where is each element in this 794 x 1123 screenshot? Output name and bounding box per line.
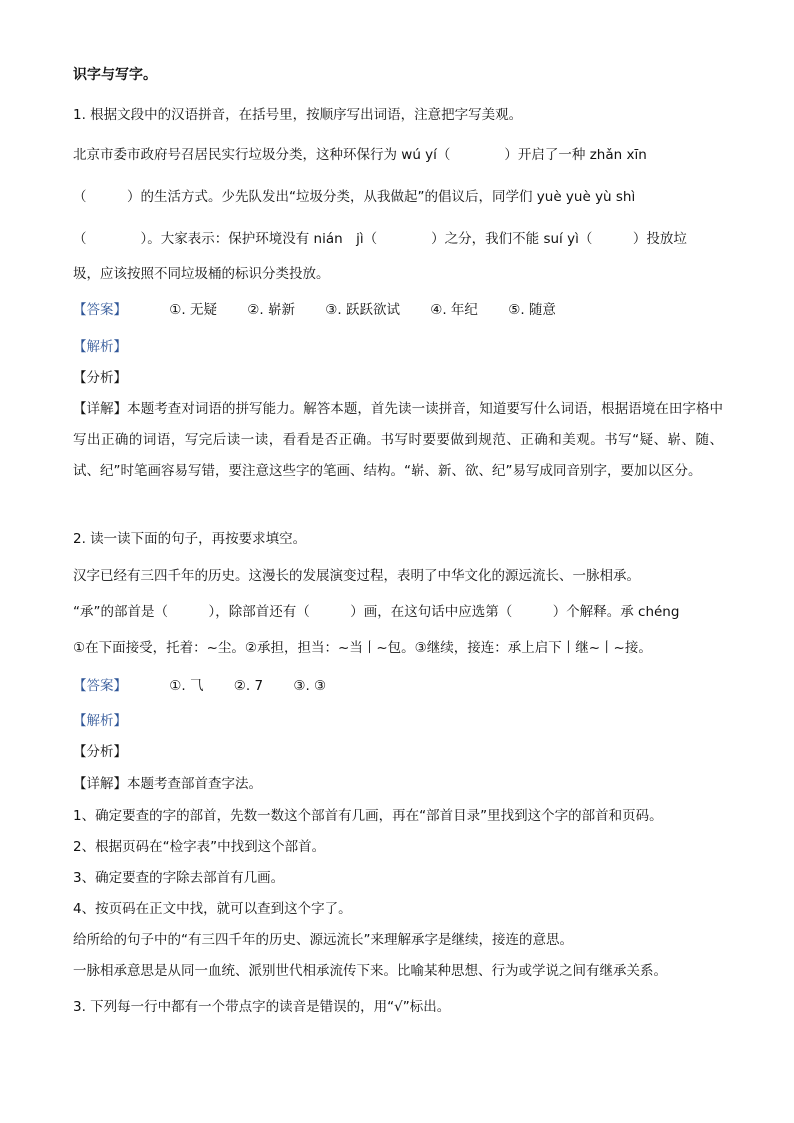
q1-passage-line-4: 圾，应该按照不同垃圾桶的标识分类投放。 — [73, 266, 330, 282]
answer-item: ①. ⺄ — [169, 678, 204, 694]
q2-sentence: 汉字已经有三四千年的历史。这漫长的发展演变过程，表明了中华文化的源远流长、一脉相承。 — [73, 568, 640, 584]
q2-step: 2、根据页码在“检字表”中找到这个部首。 — [73, 839, 326, 855]
q1-prompt: 1. 根据文段中的汉语拼音，在括号里，按顺序写出词语，注意把字写美观。 — [73, 107, 523, 123]
fenxi-tag: 【分析】 — [73, 370, 127, 386]
answer-item: ④. 年纪 — [430, 302, 478, 318]
q2-step: 4、按页码在正文中找，就可以查到这个字了。 — [73, 901, 352, 917]
answer-item: ①. 无疑 — [169, 302, 217, 318]
q2-explanation: 给所给的句子中的“有三四千年的历史、源远流长”来理解承字是继续，接连的意思。 — [73, 932, 573, 948]
q2-answer-row — [73, 676, 326, 696]
q1-answer-row — [73, 300, 556, 320]
section-title: 识字与写字。 — [73, 67, 157, 83]
answer-item: ③. 跃跃欲试 — [325, 302, 400, 318]
answer-item: ③. ③ — [293, 678, 327, 694]
q1-passage-line-1: 北京市委市政府号召居民实行垃圾分类，这种环保行为 wú yí（ ）开启了一种 zhǎn xīn — [73, 147, 647, 163]
answer-item: ⑤. 随意 — [508, 302, 556, 318]
q1-detail-paragraph: 【详解】本题考查对词语的拼写能力。解答本题，首先读一读拼音，知道要写什么词语，根据语境在田字格中写出正确的词语，写完后读一读，看看是否正确。书写时要要做到规范、正确和美观。书写“疑、崭、随、试、纪”时笔画容易写错，要注意这些字的笔画、结构。“崭、新、欲、纪”易写成同音别字，要加以区分。 — [73, 401, 723, 479]
q2-step: 1、确定要查的字的部首，先数一数这个部首有几画，再在“部首目录”里找到这个字的部首和页码。 — [73, 808, 663, 824]
q2-question-line-1: “承”的部首是（ ），除部首还有（ ）画，在这句话中应选第（ ）个解释。承 chéng — [73, 604, 680, 620]
answer-tag: 【答案】 — [73, 678, 127, 694]
analysis-tag: 【解析】 — [73, 713, 127, 729]
q2-explanation: 一脉相承意思是从同一血统、派别世代相承流传下来。比喻某种思想、行为或学说之间有继承关系。 — [73, 963, 667, 979]
q3-prompt: 3. 下列每一行中都有一个带点字的读音是错误的，用“√”标出。 — [73, 999, 451, 1015]
q2-prompt: 2. 读一读下面的句子，再按要求填空。 — [73, 531, 307, 547]
q2-detail-title: 【详解】本题考查部首查字法。 — [73, 776, 262, 792]
answer-item: ②. 崭新 — [247, 302, 295, 318]
q1-passage-line-2: （ ）的生活方式。少先队发出“垃圾分类，从我做起”的倡议后，同学们 yuè yuè yù shì — [73, 189, 636, 205]
answer-tag: 【答案】 — [73, 302, 127, 318]
answer-item: ②. 7 — [233, 678, 264, 694]
q1-passage-line-3: （ ）。大家表示：保护环境没有 nián jì（ ）之分，我们不能 suí yì（ ）投放垃 — [73, 231, 687, 247]
q2-question-line-2: ①在下面接受，托着：~尘。②承担，担当：~当丨~包。③继续，接连：承上启下丨继~丨~接。 — [73, 640, 652, 656]
fenxi-tag: 【分析】 — [73, 744, 127, 760]
analysis-tag: 【解析】 — [73, 339, 127, 355]
q2-step: 3、确定要查的字除去部首有几画。 — [73, 870, 285, 886]
